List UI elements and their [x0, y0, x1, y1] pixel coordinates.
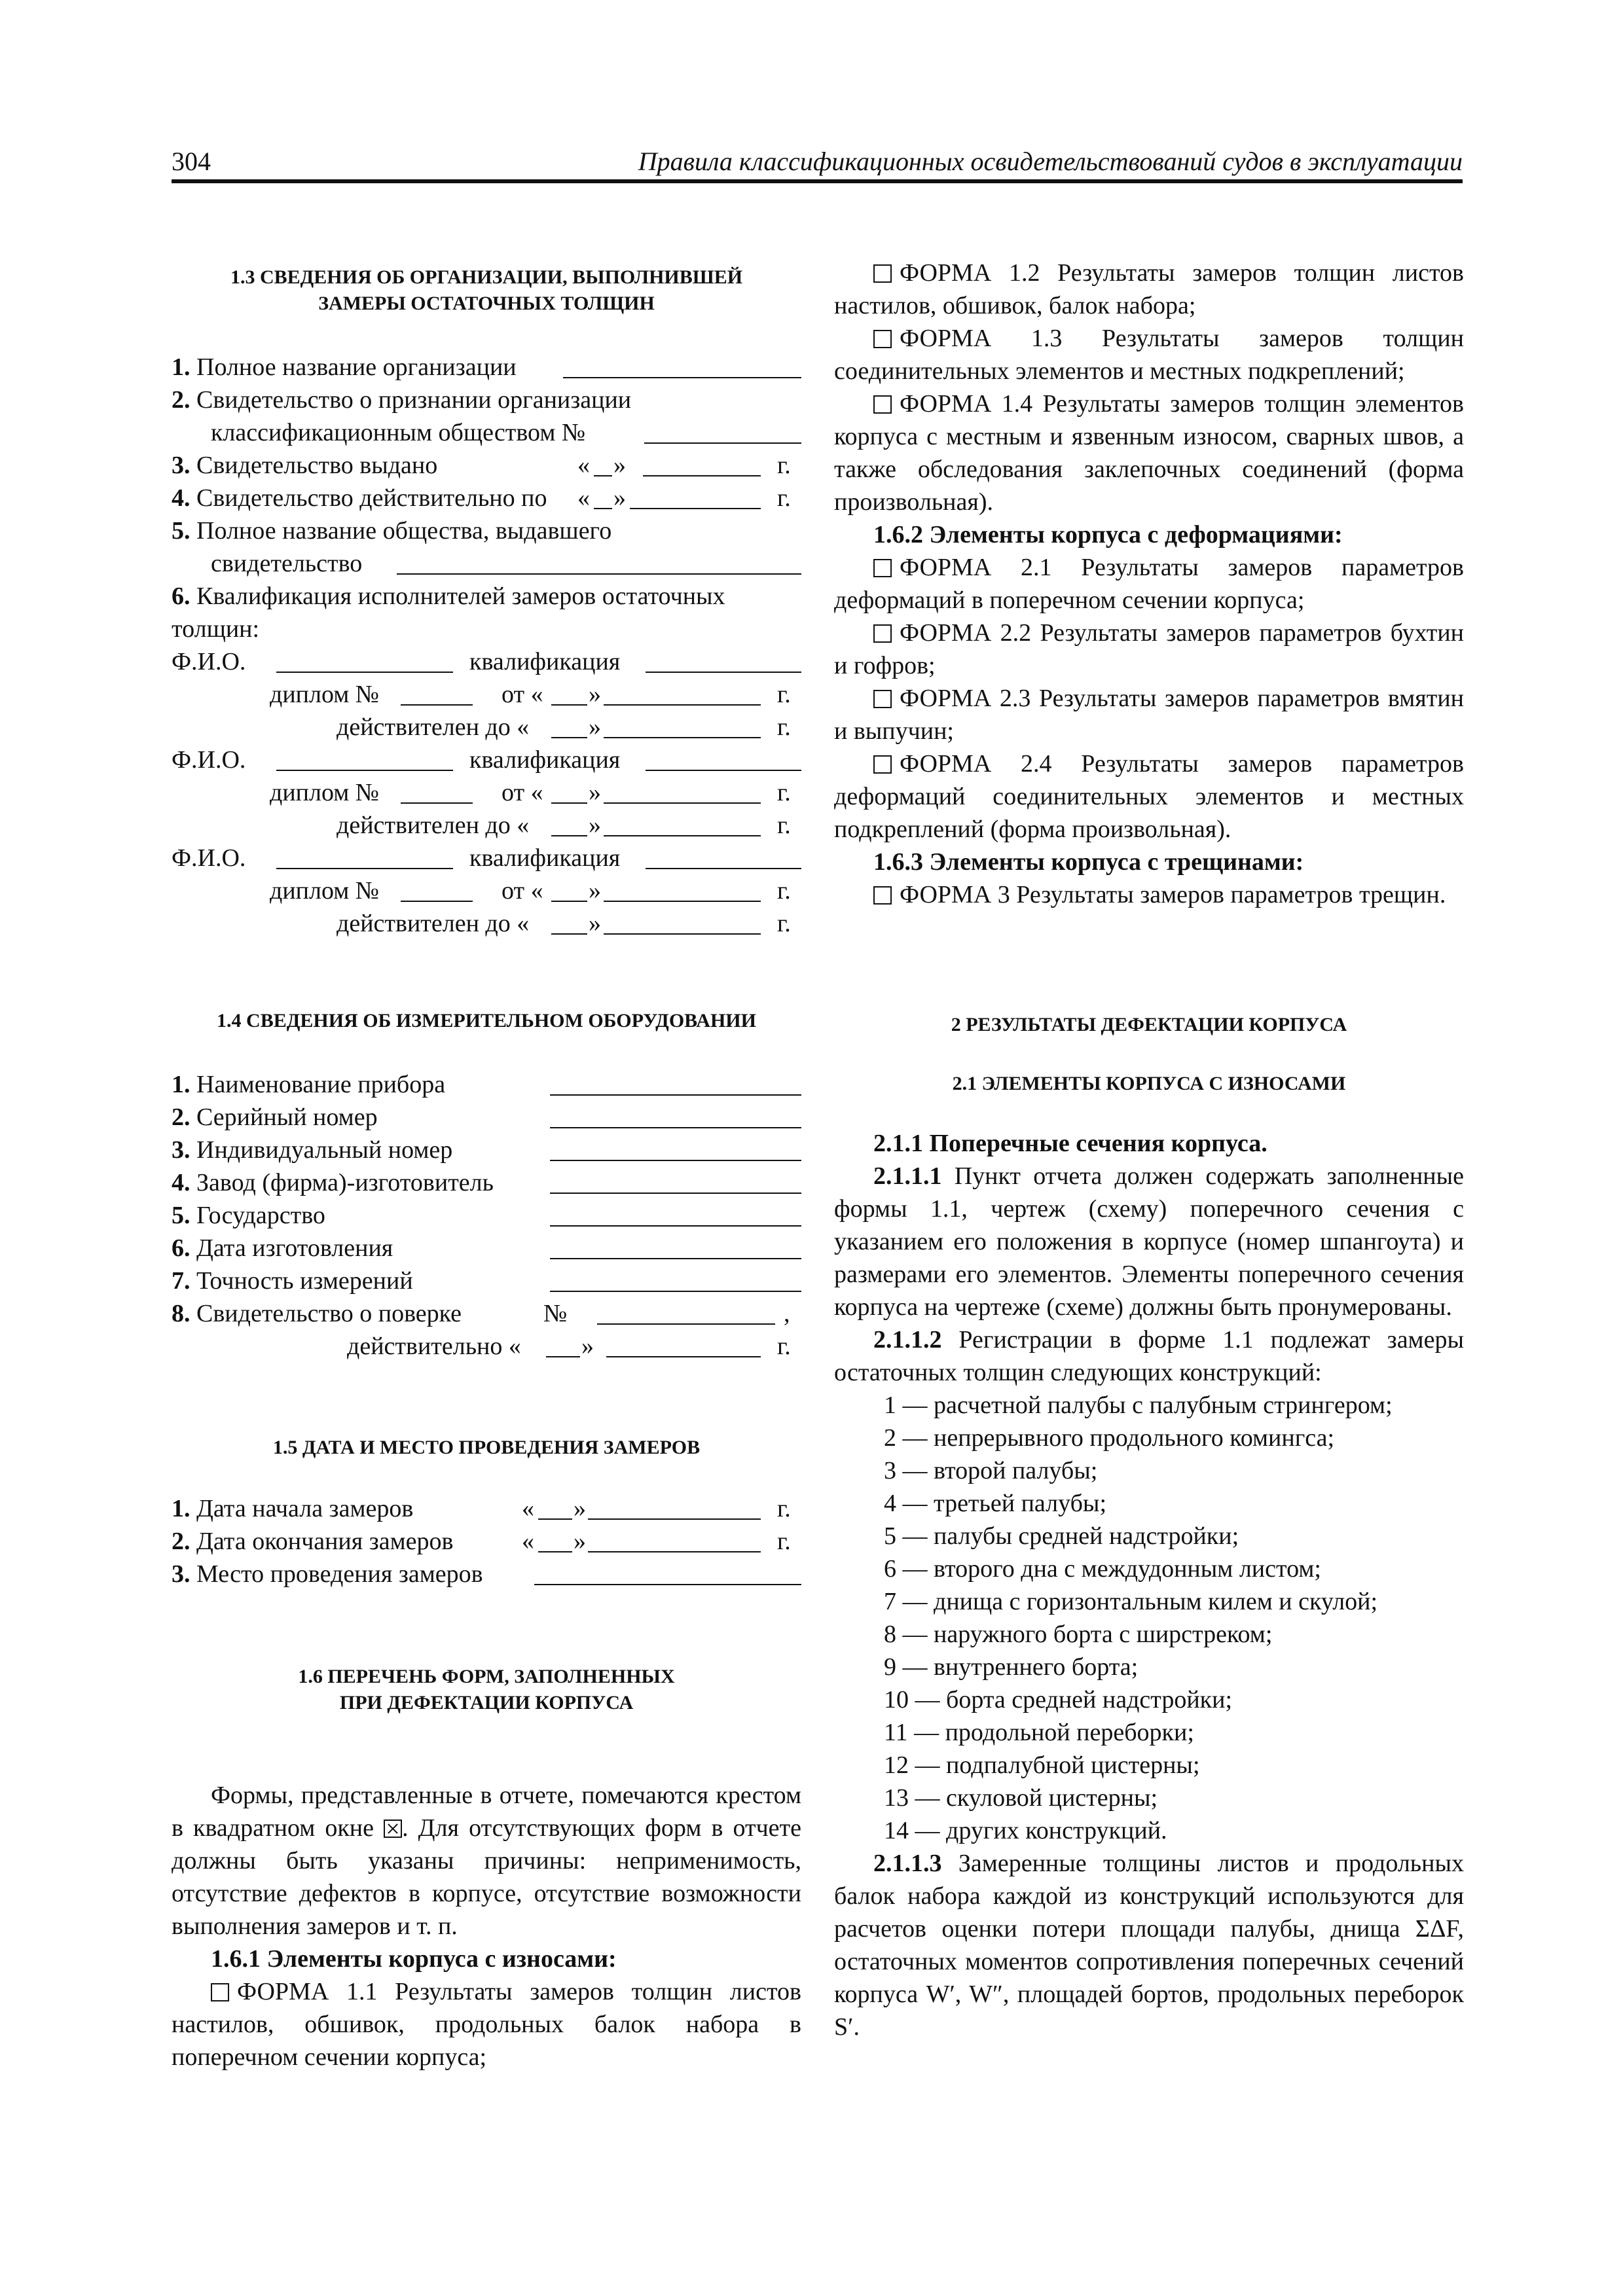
field-label: Дата начала замеров	[196, 1495, 414, 1522]
quote: «	[522, 1528, 534, 1555]
form-3-item: ФОРМА 3 Результаты замеров параметров трещин.	[834, 878, 1464, 911]
section-2-title: 2 РЕЗУЛЬТАТЫ ДЕФЕКТАЦИИ КОРПУСА	[951, 1014, 1347, 1035]
list-item: 6 — второго дна с междудонным листом;	[884, 1555, 1321, 1583]
diploma-number-field[interactable]	[401, 678, 473, 706]
year-label: г.	[777, 452, 791, 479]
year-label: г.	[777, 779, 791, 806]
accuracy-field[interactable]	[550, 1265, 801, 1292]
section-title-line: 1.6 ПЕРЕЧЕНЬ ФОРМ, ЗАПОЛНЕННЫХ	[298, 1666, 675, 1687]
quote: »	[581, 1333, 594, 1360]
field-label: Полное название организации	[196, 353, 517, 381]
diploma-day-field[interactable]	[551, 776, 587, 804]
page-number: 304	[172, 147, 211, 176]
year-label: г.	[777, 1495, 791, 1522]
field-label: свидетельство	[211, 550, 363, 577]
forms-list-right	[834, 257, 1464, 911]
device-name-field[interactable]	[550, 1068, 801, 1096]
valid-date-field[interactable]	[604, 907, 761, 935]
form-checkbox[interactable]	[873, 264, 892, 283]
quote: »	[589, 910, 601, 937]
para-2-1-1-2: 2.1.1.2 Регистрации в форме 1.1 подлежат замеры остаточных толщин следующих конструкций:	[834, 1326, 1465, 1386]
diploma-number-field[interactable]	[401, 874, 473, 902]
item-number: 1.	[172, 353, 191, 381]
from-label: от «	[501, 779, 543, 806]
form-2-4-item: ФОРМА 2.4 Результаты замеров параметров деформаций соединительных элементов и местных подкреплений (форма произвольная).	[834, 750, 1464, 843]
form-checkbox[interactable]	[873, 559, 892, 577]
list-item: 7 — днища с горизонтальным килем и скулой;	[884, 1588, 1378, 1615]
diploma-label: диплом №	[270, 877, 380, 905]
start-date-field[interactable]	[588, 1492, 761, 1520]
quote: «	[577, 484, 590, 512]
quote: »	[589, 779, 601, 806]
year-label: г.	[777, 910, 791, 937]
valid-to-label: действителен до «	[337, 713, 530, 741]
end-date-field[interactable]	[588, 1525, 761, 1552]
place-field[interactable]	[534, 1558, 801, 1585]
field-label: Точность измерений	[196, 1267, 413, 1295]
year-label: г.	[777, 812, 791, 839]
section-1-3-title	[172, 264, 801, 317]
field-label: Дата изготовления	[196, 1234, 393, 1262]
manufacture-date-field[interactable]	[550, 1232, 801, 1259]
from-label: от «	[501, 681, 543, 708]
quote: «	[577, 452, 590, 479]
section-2-1-title: 2.1 ЭЛЕМЕНТЫ КОРПУСА С ИЗНОСАМИ	[952, 1073, 1346, 1094]
individual-number-field[interactable]	[550, 1134, 801, 1161]
item-number: 2.	[172, 1103, 191, 1131]
item-number: 5.	[172, 517, 191, 545]
fio-field[interactable]	[276, 842, 453, 869]
list-item: 10 — борта средней надстройки;	[884, 1686, 1233, 1713]
item-number: 3.	[172, 1560, 191, 1588]
quote: »	[589, 812, 601, 839]
quote: »	[574, 1495, 586, 1522]
field-label: Наименование прибора	[196, 1071, 446, 1098]
item-number: 2.	[172, 1528, 191, 1555]
running-title: Правила классификационных освидетельствований судов в эксплуатации	[638, 147, 1463, 176]
diploma-date-field[interactable]	[604, 678, 761, 706]
section-title-line: 1.3 СВЕДЕНИЯ ОБ ОРГАНИЗАЦИИ, ВЫПОЛНИВШЕЙ	[230, 266, 743, 288]
country-field[interactable]	[550, 1199, 801, 1227]
field-label: Серийный номер	[196, 1103, 378, 1131]
valid-to-label: действителен до «	[337, 812, 530, 839]
diploma-day-field[interactable]	[551, 678, 587, 706]
valid-date-field[interactable]	[604, 809, 761, 836]
list-item: 11 — продольной переборки;	[884, 1719, 1194, 1746]
inspector-block	[172, 744, 801, 842]
list-item: 8 — наружного борта с ширстреком;	[884, 1621, 1273, 1648]
list-item: 12 — подпалубной цистерны;	[884, 1751, 1200, 1779]
qual-label: квалификация	[469, 844, 621, 872]
valid-day-field[interactable]	[551, 711, 587, 738]
field-label: Дата окончания замеров	[196, 1528, 454, 1555]
subheading-2-1-1: 2.1.1 Поперечные сечения корпуса.	[873, 1130, 1267, 1157]
diploma-date-field[interactable]	[604, 874, 761, 902]
fio-field[interactable]	[276, 645, 453, 673]
diploma-label: диплом №	[270, 681, 380, 708]
list-item: 4 — третьей палубы;	[884, 1490, 1106, 1517]
section-1-6-title	[172, 1664, 801, 1716]
form-checkbox[interactable]	[873, 886, 892, 905]
qual-field[interactable]	[646, 842, 801, 869]
calibration-date-field[interactable]	[606, 1330, 761, 1357]
dates-form	[172, 1492, 801, 1590]
qual-field[interactable]	[646, 645, 801, 673]
item-number: 2.	[172, 386, 191, 414]
subheading-1-6-1: 1.6.1 Элементы корпуса с износами:	[211, 1945, 617, 1973]
form-checkbox[interactable]	[873, 624, 892, 643]
field-label: Свидетельство выдано	[196, 452, 438, 479]
valid-day-field[interactable]	[594, 482, 612, 509]
calibration-cert-field[interactable]	[597, 1297, 775, 1325]
year-label: г.	[777, 1333, 791, 1360]
section-title-line: ПРИ ДЕФЕКТАЦИИ КОРПУСА	[339, 1692, 634, 1713]
field-label: Свидетельство о признании организации	[196, 386, 632, 414]
diploma-date-field[interactable]	[604, 776, 761, 804]
year-label: г.	[777, 484, 791, 512]
form-checkbox[interactable]	[211, 1983, 229, 2001]
valid-date-field[interactable]	[630, 482, 761, 509]
comma: ,	[784, 1300, 790, 1327]
section-title-line: ЗАМЕРЫ ОСТАТОЧНЫХ ТОЛЩИН	[318, 293, 655, 314]
field-label: Свидетельство действительно по	[196, 484, 547, 512]
recognition-number-field[interactable]	[644, 416, 801, 444]
item-number: 4.	[172, 484, 191, 512]
equipment-form	[172, 1068, 801, 1363]
section-2-body	[834, 1127, 1464, 2043]
manufacturer-field[interactable]	[550, 1166, 801, 1194]
form-checkbox[interactable]	[873, 690, 892, 708]
form-1-1-item: ФОРМА 1.1 Результаты замеров толщин листов настилов, обшивок, продольных балок набора в поперечном сечении корпуса;	[172, 1978, 801, 2071]
list-item: 14 — других конструкций.	[884, 1817, 1167, 1844]
qual-field[interactable]	[646, 744, 801, 771]
forms-list-left	[172, 1779, 801, 2073]
item-number: 7.	[172, 1267, 191, 1295]
form-2-1-item: ФОРМА 2.1 Результаты замеров параметров деформаций в поперечном сечении корпуса;	[834, 554, 1464, 614]
end-day-field[interactable]	[538, 1525, 572, 1552]
valid-day-field[interactable]	[551, 809, 587, 836]
field-label: Квалификация исполнителей замеров остаточных	[196, 583, 725, 610]
quote: »	[574, 1528, 586, 1555]
field-label: толщин:	[172, 615, 260, 643]
subheading-1-6-2: 1.6.2 Элементы корпуса с деформациями:	[873, 521, 1343, 548]
para-2-1-1-1: 2.1.1.1 Пункт отчета должен содержать заполненные формы 1.1, чертеж (схему) поперечного сечения с указанием его положения в корпусе (номер шпангоута) и размерами его элементов. Элементы поперечного сечения корпуса на чертеже (схеме) должны быть пронумерованы.	[834, 1162, 1465, 1321]
field-label: Завод (фирма)-изготовитель	[196, 1169, 494, 1196]
section-1-5-title: 1.5 ДАТА И МЕСТО ПРОВЕДЕНИЯ ЗАМЕРОВ	[272, 1437, 701, 1458]
item-number: 3.	[172, 452, 191, 479]
year-label: г.	[777, 713, 791, 741]
field-label: Индивидуальный номер	[196, 1136, 453, 1164]
quote: »	[613, 484, 626, 512]
form-2-3-item: ФОРМА 2.3 Результаты замеров параметров вмятин и выпучин;	[834, 685, 1464, 745]
form-checkbox[interactable]	[873, 755, 892, 774]
list-item: 5 — палубы средней надстройки;	[884, 1522, 1239, 1550]
quote: »	[589, 681, 601, 708]
list-item: 13 — скуловой цистерны;	[884, 1784, 1158, 1812]
diploma-label: диплом №	[270, 779, 380, 806]
form-1-3-item: ФОРМА 1.3 Результаты замеров толщин соединительных элементов и местных подкреплений;	[834, 325, 1464, 385]
org-form	[172, 351, 801, 940]
section-1-4-title: 1.4 СВЕДЕНИЯ ОБ ИЗМЕРИТЕЛЬНОМ ОБОРУДОВАНИИ	[217, 1010, 756, 1031]
fio-field[interactable]	[276, 744, 453, 771]
field-label: Полное название общества, выдавшего	[196, 517, 612, 545]
checked-box-icon	[384, 1820, 402, 1838]
item-number: 1.	[172, 1071, 191, 1098]
list-item: 1 — расчетной палубы с палубным стрингером;	[884, 1391, 1393, 1419]
page-header	[172, 145, 1463, 183]
list-item: 9 — внутреннего борта;	[884, 1653, 1139, 1681]
valid-label: действительно «	[347, 1333, 521, 1360]
diploma-number-field[interactable]	[401, 776, 473, 804]
issue-day-field[interactable]	[594, 449, 612, 476]
issue-date-field[interactable]	[643, 449, 761, 476]
fio-label: Ф.И.О.	[172, 746, 246, 774]
diploma-day-field[interactable]	[551, 874, 587, 902]
item-number: 6.	[172, 1234, 191, 1262]
form-checkbox[interactable]	[873, 395, 892, 414]
item-number: 6.	[172, 583, 191, 610]
field-label: Свидетельство о поверке	[196, 1300, 462, 1327]
calibration-day-field[interactable]	[546, 1330, 580, 1357]
item-number: 5.	[172, 1202, 191, 1229]
valid-day-field[interactable]	[551, 907, 587, 935]
item-number: 8.	[172, 1300, 191, 1327]
fio-label: Ф.И.О.	[172, 844, 246, 872]
org-name-field[interactable]	[563, 351, 801, 378]
quote: »	[613, 452, 626, 479]
start-day-field[interactable]	[538, 1492, 572, 1520]
item-number: 1.	[172, 1495, 191, 1522]
valid-date-field[interactable]	[604, 711, 761, 738]
inspector-block	[172, 645, 801, 744]
qual-label: квалификация	[469, 746, 621, 774]
list-item: 2 — непрерывного продольного комингса;	[884, 1424, 1335, 1452]
number-sign: №	[543, 1300, 568, 1327]
quote: »	[589, 877, 601, 905]
field-label: Место проведения замеров	[196, 1560, 483, 1588]
year-label: г.	[777, 1528, 791, 1555]
qual-label: квалификация	[469, 648, 621, 675]
field-label: классификационным обществом №	[211, 419, 586, 446]
quote: «	[522, 1495, 534, 1522]
year-label: г.	[777, 877, 791, 905]
form-1-4-item: ФОРМА 1.4 Результаты замеров толщин элементов корпуса с местным и язвенным износом, сварных швов, а также обследования заклепочных соединений (форма произвольная).	[834, 390, 1464, 516]
society-name-field[interactable]	[397, 547, 801, 575]
quote: »	[589, 713, 601, 741]
item-number: 3.	[172, 1136, 191, 1164]
para-2-1-1-3: 2.1.1.3 Замеренные толщины листов и продольных балок набора каждой из конструкций используются для расчетов оценки потери площади палубы, днища ΣΔF, остаточных моментов сопротивления поперечных сечений корпуса W′, W″, площадей бортов, продольных переборок S′.	[834, 1850, 1464, 2041]
item-number: 4.	[172, 1169, 191, 1196]
serial-number-field[interactable]	[550, 1101, 801, 1128]
valid-to-label: действителен до «	[337, 910, 530, 937]
form-checkbox[interactable]	[873, 330, 892, 348]
fio-label: Ф.И.О.	[172, 648, 246, 675]
year-label: г.	[777, 681, 791, 708]
from-label: от «	[501, 877, 543, 905]
forms-intro: Формы, представленные в отчете, помечаются крестом в квадратном окне . Для отсутствующих форм в отчете должны быть указаны причины: неприменимость, отсутствие дефектов в корпусе, отсутствие возможности выполнения замеров и т. п.	[172, 1782, 802, 1940]
subheading-1-6-3: 1.6.3 Элементы корпуса с трещинами:	[873, 848, 1304, 876]
inspector-block	[172, 842, 801, 940]
form-2-2-item: ФОРМА 2.2 Результаты замеров параметров бухтин и гофров;	[834, 619, 1464, 679]
list-item: 3 — второй палубы;	[884, 1457, 1098, 1484]
structures-list	[834, 1389, 1464, 1847]
field-label: Государство	[196, 1202, 325, 1229]
form-1-2-item: ФОРМА 1.2 Результаты замеров толщин листов настилов, обшивок, балок набора;	[834, 259, 1464, 319]
